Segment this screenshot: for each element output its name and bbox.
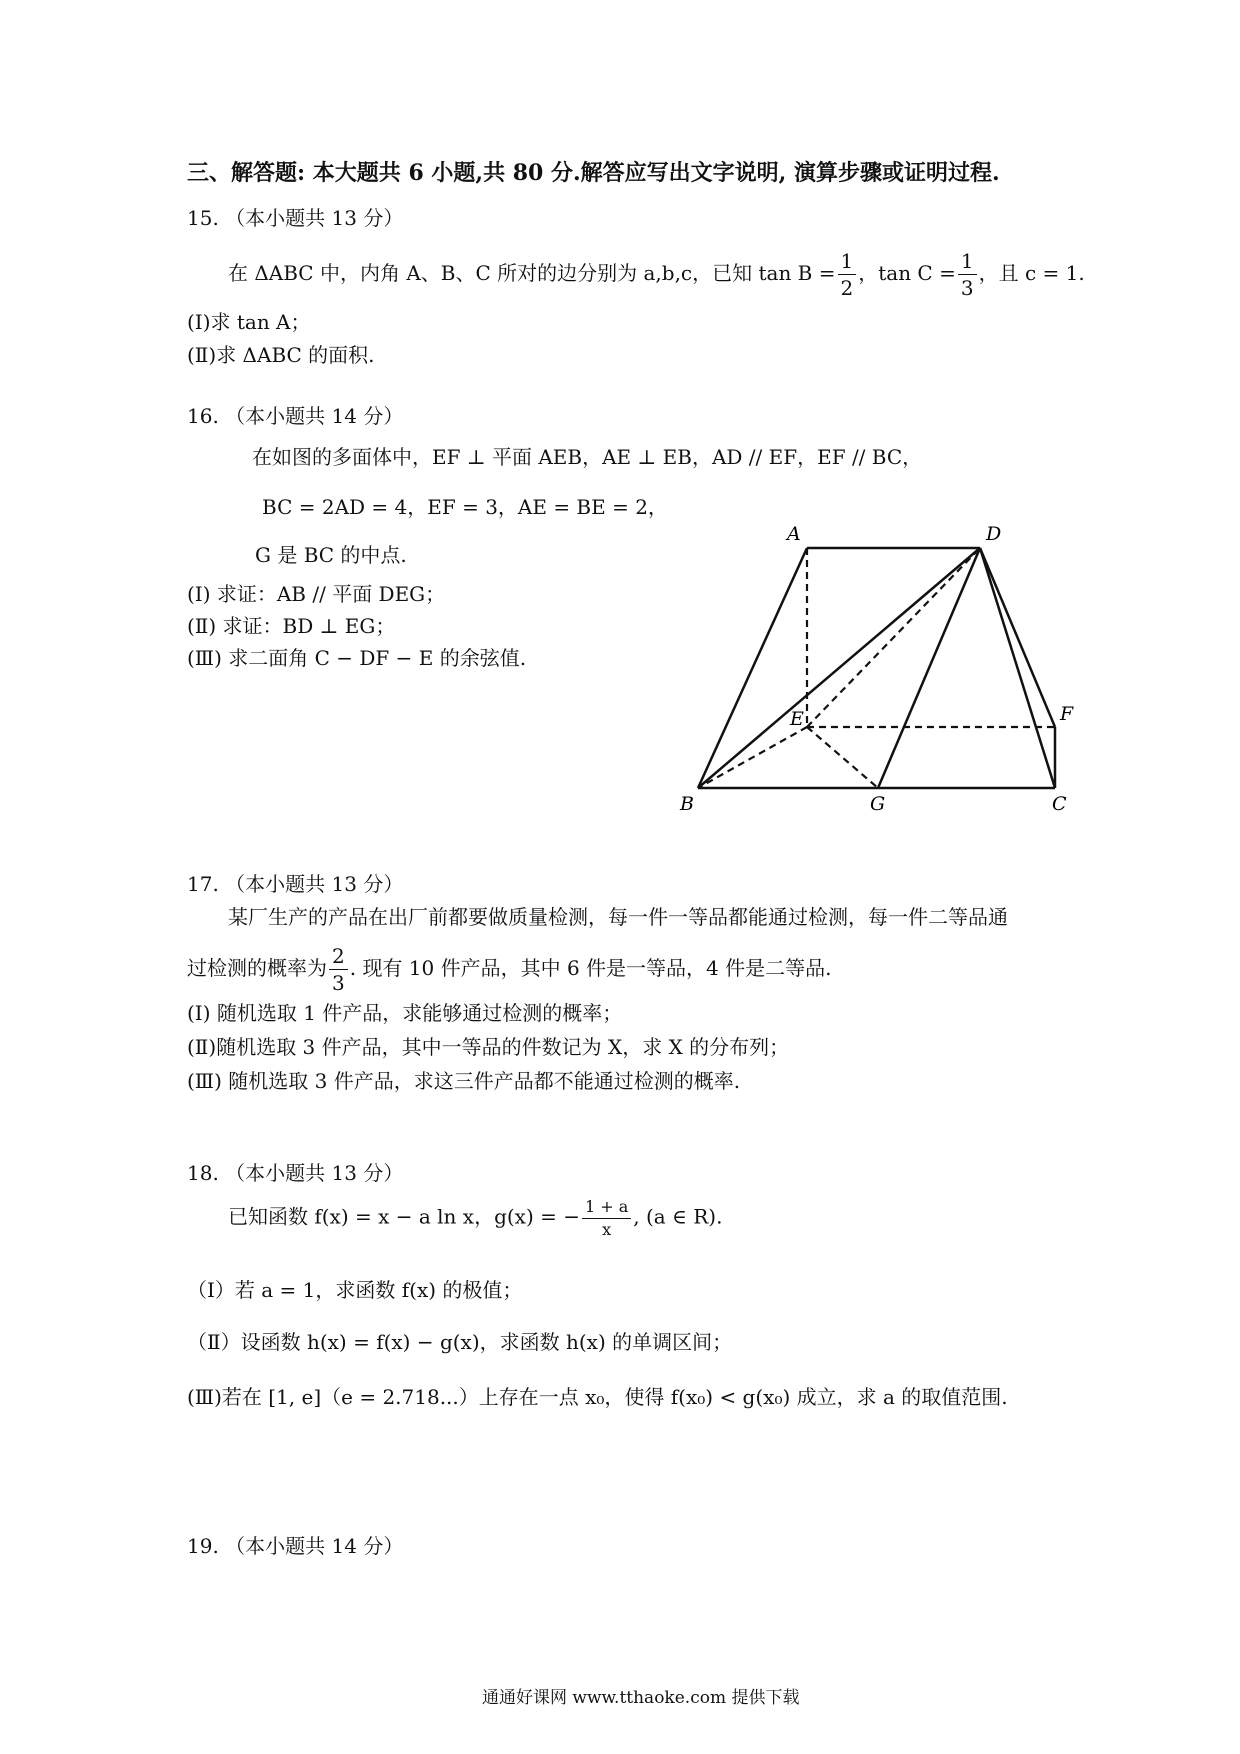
label-G: G: [870, 793, 886, 815]
q15-frac-tanB: [838, 250, 857, 299]
q15-frac2-num: 1: [958, 250, 977, 275]
label-F: F: [1060, 703, 1074, 725]
label-A: A: [787, 523, 801, 545]
q17-frac-num: 2: [329, 945, 348, 970]
label-C: C: [1052, 793, 1067, 815]
page-footer: 通通好课网 www.tthaoke.com 提供下载: [482, 1688, 800, 1708]
label-D: D: [986, 523, 1002, 545]
edge-EG: [807, 727, 878, 788]
edge-EB: [698, 727, 807, 788]
edge-AB: [698, 548, 807, 788]
q17-title: 17. （本小题共 13 分）: [187, 872, 404, 896]
q18-title: 18. （本小题共 13 分）: [187, 1161, 404, 1185]
q19-title: 19. （本小题共 14 分）: [187, 1534, 404, 1558]
section-heading: 三、解答题: 本大题共 6 小题,共 80 分.解答应写出文字说明, 演算步骤或证明过程.: [187, 160, 1000, 186]
edge-DF: [980, 548, 1055, 727]
q15-frac1-num: 1: [838, 250, 857, 275]
q17-line1: 某厂生产的产品在出厂前都要做质量检测，每一件一等品都能通过检测，每一件二等品通: [228, 905, 1008, 929]
q18-part3: (Ⅲ)若在 [1, e]（e = 2.718...）上存在一点 x₀，使得 f(x₀) < g(x₀) 成立，求 a 的取值范围.: [187, 1385, 1008, 1409]
q16-part1: (Ⅰ) 求证：AB // 平面 DEG；: [187, 582, 446, 606]
q15-stem-a: 在 ΔABC 中，内角 A、B、C 所对的边分别为 a,b,c，已知 tan B =: [228, 261, 836, 285]
q18-stem-b: , (a ∈ R).: [633, 1204, 723, 1229]
q15-stem-c: ，且 c = 1.: [978, 261, 1085, 285]
edge-DB: [698, 548, 980, 788]
q15-stem: [228, 250, 1085, 299]
edge-DG: [878, 548, 980, 788]
q17-frac-den: 3: [332, 971, 345, 995]
q18-stem: [228, 1198, 722, 1238]
q15-stem-b: ，tan C =: [858, 261, 956, 285]
q18-stem-a: 已知函数 f(x) = x − a ln x，g(x) = −: [228, 1204, 580, 1229]
q18-frac-num: 1 + a: [582, 1198, 631, 1219]
q17-part1: (Ⅰ) 随机选取 1 件产品，求能够通过检测的概率；: [187, 1001, 623, 1025]
q15-part2: (Ⅱ)求 ΔABC 的面积.: [187, 343, 375, 367]
q16-line2: BC = 2AD = 4，EF = 3，AE = BE = 2，: [262, 495, 668, 519]
q17-part3: (Ⅲ) 随机选取 3 件产品，求这三件产品都不能通过检测的概率.: [187, 1069, 741, 1093]
q17-frac: [329, 945, 348, 994]
q15-part1: (Ⅰ)求 tan A；: [187, 310, 311, 334]
q16-part2: (Ⅱ) 求证：BD ⊥ EG；: [187, 614, 396, 638]
edge-ED: [807, 548, 980, 727]
label-E: E: [790, 708, 804, 730]
q18-frac-den: x: [602, 1219, 612, 1239]
q15-frac1-den: 2: [840, 276, 854, 300]
q17-part2: (Ⅱ)随机选取 3 件产品，其中一等品的件数记为 X，求 X 的分布列；: [187, 1035, 790, 1059]
q16-line1: 在如图的多面体中，EF ⊥ 平面 AEB，AE ⊥ EB，AD // EF，EF // BC，: [252, 445, 923, 469]
polyhedron-figure: [660, 520, 1080, 820]
q18-frac: [582, 1198, 631, 1238]
q15-frac2-den: 3: [960, 276, 974, 300]
q17-line2-b: . 现有 10 件产品，其中 6 件是一等品，4 件是二等品.: [349, 956, 832, 980]
label-B: B: [680, 793, 694, 815]
q16-part3: (Ⅲ) 求二面角 C − DF − E 的余弦值.: [187, 646, 527, 670]
q18-part2: （Ⅱ）设函数 h(x) = f(x) − g(x)，求函数 h(x) 的单调区间；: [187, 1330, 733, 1354]
q17-line2: [187, 945, 832, 994]
q17-line2-a: 过检测的概率为: [187, 956, 327, 980]
q15-title: 15. （本小题共 13 分）: [187, 206, 404, 230]
edge-DC: [980, 548, 1055, 788]
q16-line3: G 是 BC 的中点.: [255, 543, 407, 567]
q15-frac-tanC: [958, 250, 977, 299]
q16-title: 16. （本小题共 14 分）: [187, 404, 404, 428]
q18-part1: （Ⅰ）若 a = 1，求函数 f(x) 的极值；: [187, 1278, 523, 1302]
